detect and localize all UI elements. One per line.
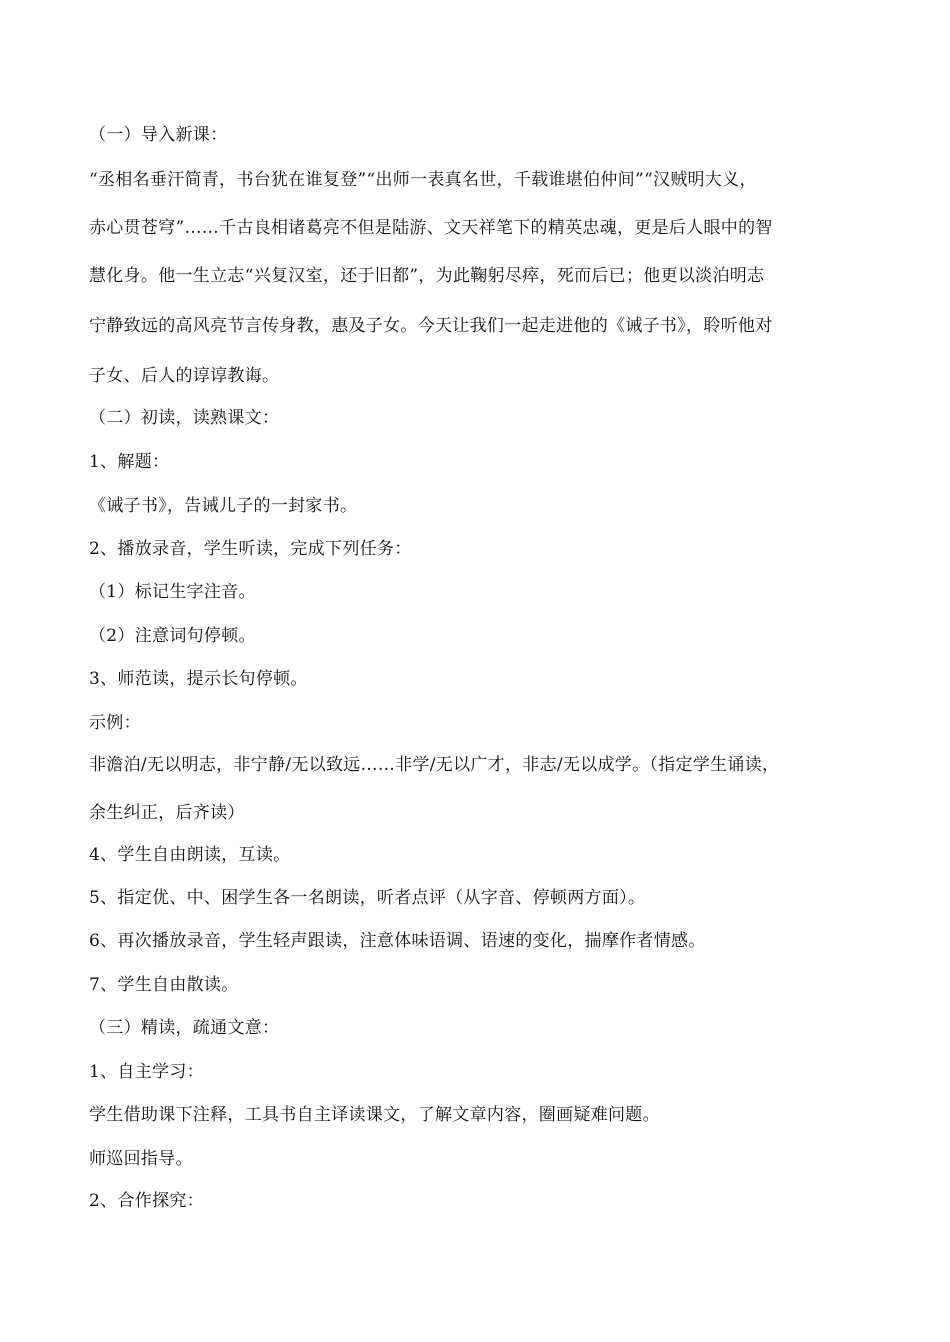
section-heading-close-read: （三）精读，疏通文意： [89,1018,280,1038]
section-heading-first-read: （二）初读，读熟课文： [89,408,280,428]
list-item: 1、解题： [89,452,170,472]
paragraph-line: “丞相名垂汗简青，书台犹在谁复登”“出师一表真名世，千载谁堪伯仲间”“汉贼明大义， [89,170,757,190]
section-heading-intro: （一）导入新课： [89,125,228,145]
list-item: （2）注意词句停顿。 [89,626,256,646]
list-item: 3、师范读，提示长句停顿。 [89,669,308,689]
list-item: 1、自主学习： [89,1062,204,1082]
paragraph-line: 慧化身。他一生立志“兴复汉室，还于旧都”，为此鞠躬尽瘁，死而后已；他更以淡泊明志 [89,266,765,286]
list-item: 4、学生自由朗读，互读。 [89,845,291,865]
list-item: 6、再次播放录音，学生轻声跟读，注意体味语调、语速的变化，揣摩作者情感。 [89,931,706,951]
paragraph-line: 师巡回指导。 [89,1149,193,1169]
paragraph-line: 非澹泊/无以明志，非宁静/无以致远……非学/无以广才，非志/无以成学。（指定学生诵读， [89,755,780,775]
list-item: 5、指定优、中、困学生各一名朗读，听者点评（从字音、停顿两方面）。 [89,888,646,908]
list-item: （1）标记生字注音。 [89,582,256,602]
list-item: 7、学生自由散读。 [89,975,239,995]
paragraph-line: 赤心贯苍穹”……千古良相诸葛亮不但是陆游、文天祥笔下的精英忠魂，更是后人眼中的智 [89,218,773,238]
paragraph-line: 《诫子书》，告诫儿子的一封家书。 [89,496,358,516]
paragraph-line: 学生借助课下注释，工具书自主译读课文，了解文章内容，圈画疑难问题。 [89,1105,660,1125]
paragraph-line: 宁静致远的高风亮节言传身教，惠及子女。今天让我们一起走进他的《诫子书》，聆听他对 [89,316,773,336]
list-item: 2、播放录音，学生听读，完成下列任务： [89,539,412,559]
paragraph-line: 示例： [89,713,141,733]
paragraph-line: 余生纠正，后齐读） [89,803,245,823]
list-item: 2、合作探究： [89,1191,204,1211]
paragraph-line: 子女、后人的谆谆教诲。 [89,366,280,386]
